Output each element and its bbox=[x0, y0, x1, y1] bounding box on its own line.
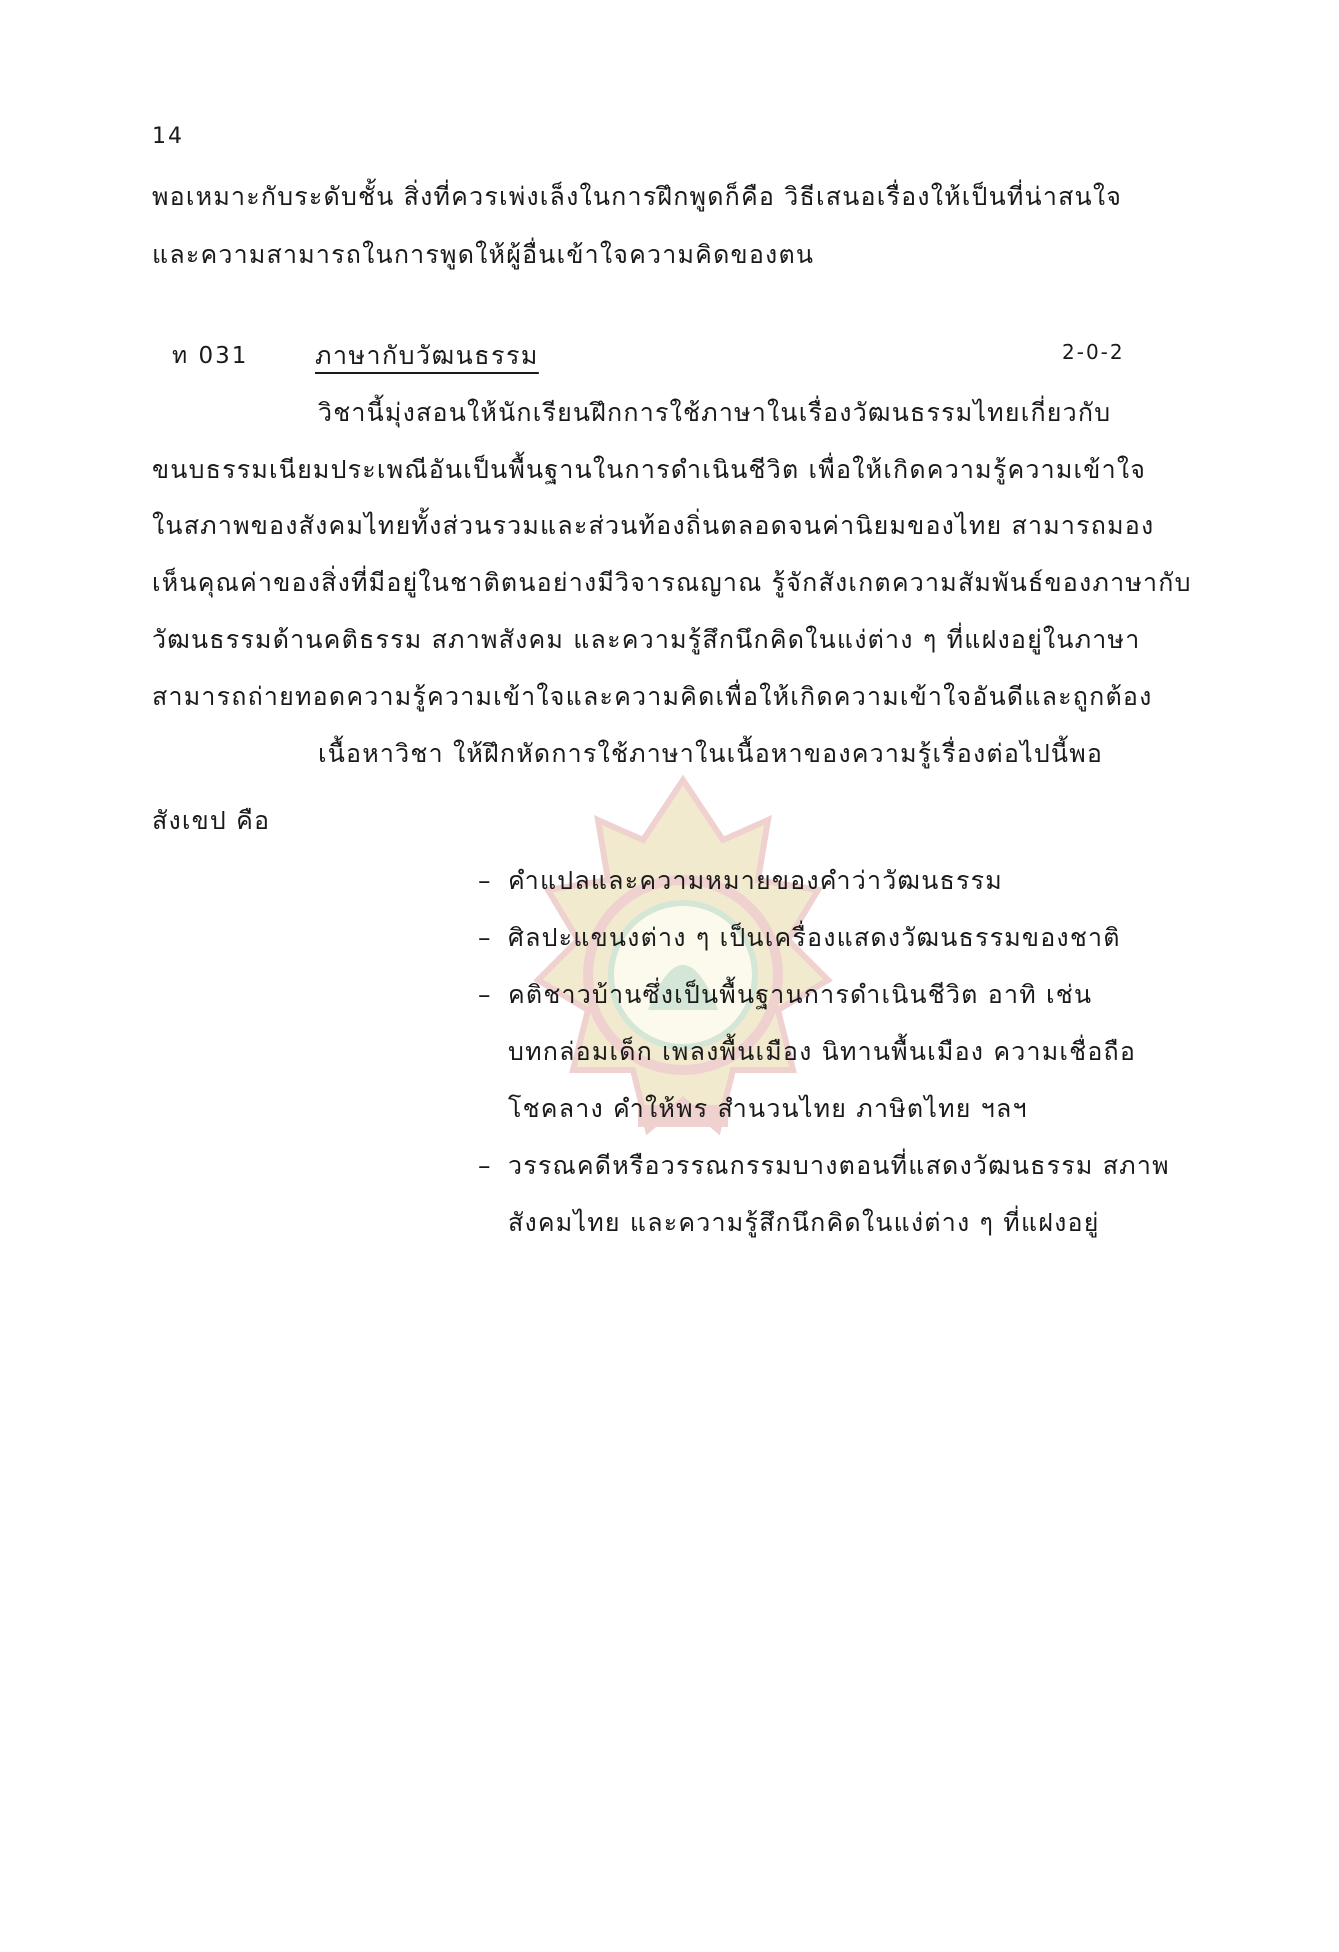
content-line-2: สังเขป คือ bbox=[152, 806, 271, 835]
course-credits: 2-0-2 bbox=[1062, 340, 1125, 364]
topic-4-line-1: วรรณคดีหรือวรรณกรรมบางตอนที่แสดงวัฒนธรรม สภาพ bbox=[508, 1151, 1170, 1180]
topic-3-line-2: บทกล่อมเด็ก เพลงพื้นเมือง นิทานพื้นเมือง ความเชื่อถือ bbox=[508, 1037, 1137, 1066]
topic-3-line-3: โชคลาง คำให้พร สำนวนไทย ภาษิตไทย ฯลฯ bbox=[508, 1094, 1028, 1123]
list-bullet: – bbox=[478, 980, 491, 1009]
list-bullet: – bbox=[478, 1151, 491, 1180]
description-line-4: เห็นคุณค่าของสิ่งที่มีอยู่ในชาติตนอย่างมีวิจารณญาณ รู้จักสังเกตความสัมพันธ์ของภาษากับ bbox=[152, 568, 1192, 597]
page-number: 14 bbox=[152, 124, 184, 149]
description-line-3: ในสภาพของสังคมไทยทั้งส่วนรวมและส่วนท้องถิ่นตลอดจนค่านิยมของไทย สามารถมอง bbox=[152, 511, 1155, 540]
course-code: ท 031 bbox=[172, 343, 249, 369]
description-line-5: วัฒนธรรมด้านคติธรรม สภาพสังคม และความรู้สึกนึกคิดในแง่ต่าง ๆ ที่แฝงอยู่ในภาษา bbox=[152, 625, 1141, 654]
content-line-1: เนื้อหาวิชา ให้ฝึกหัดการใช้ภาษาในเนื้อหาของความรู้เรื่องต่อไปนี้พอ bbox=[318, 739, 1104, 768]
course-title: ภาษากับวัฒนธรรม bbox=[315, 341, 539, 370]
list-bullet: – bbox=[478, 866, 491, 895]
intro-line-2: และความสามารถในการพูดให้ผู้อื่นเข้าใจความคิดของตน bbox=[152, 240, 815, 269]
list-bullet: – bbox=[478, 923, 491, 952]
topic-2-line-1: ศิลปะแขนงต่าง ๆ เป็นเครื่องแสดงวัฒนธรรมของชาติ bbox=[508, 923, 1121, 952]
description-line-1: วิชานี้มุ่งสอนให้นักเรียนฝึกการใช้ภาษาในเรื่องวัฒนธรรมไทยเกี่ยวกับ bbox=[318, 398, 1112, 427]
intro-line-1: พอเหมาะกับระดับชั้น สิ่งที่ควรเพ่งเล็งในการฝึกพูดก็คือ วิธีเสนอเรื่องให้เป็นที่น่าสนใจ bbox=[152, 182, 1123, 211]
description-line-2: ขนบธรรมเนียมประเพณีอันเป็นพื้นฐานในการดำเนินชีวิต เพื่อให้เกิดความรู้ความเข้าใจ bbox=[152, 455, 1147, 484]
topic-3-line-1: คติชาวบ้านซึ่งเป็นพื้นฐานการดำเนินชีวิต อาทิ เช่น bbox=[508, 980, 1093, 1009]
description-line-6: สามารถถ่ายทอดความรู้ความเข้าใจและความคิดเพื่อให้เกิดความเข้าใจอันดีและถูกต้อง bbox=[152, 682, 1153, 711]
topic-1-line-1: คำแปลและความหมายของคำว่าวัฒนธรรม bbox=[508, 866, 1003, 895]
topic-4-line-2: สังคมไทย และความรู้สึกนึกคิดในแง่ต่าง ๆ ที่แฝงอยู่ bbox=[508, 1208, 1100, 1237]
